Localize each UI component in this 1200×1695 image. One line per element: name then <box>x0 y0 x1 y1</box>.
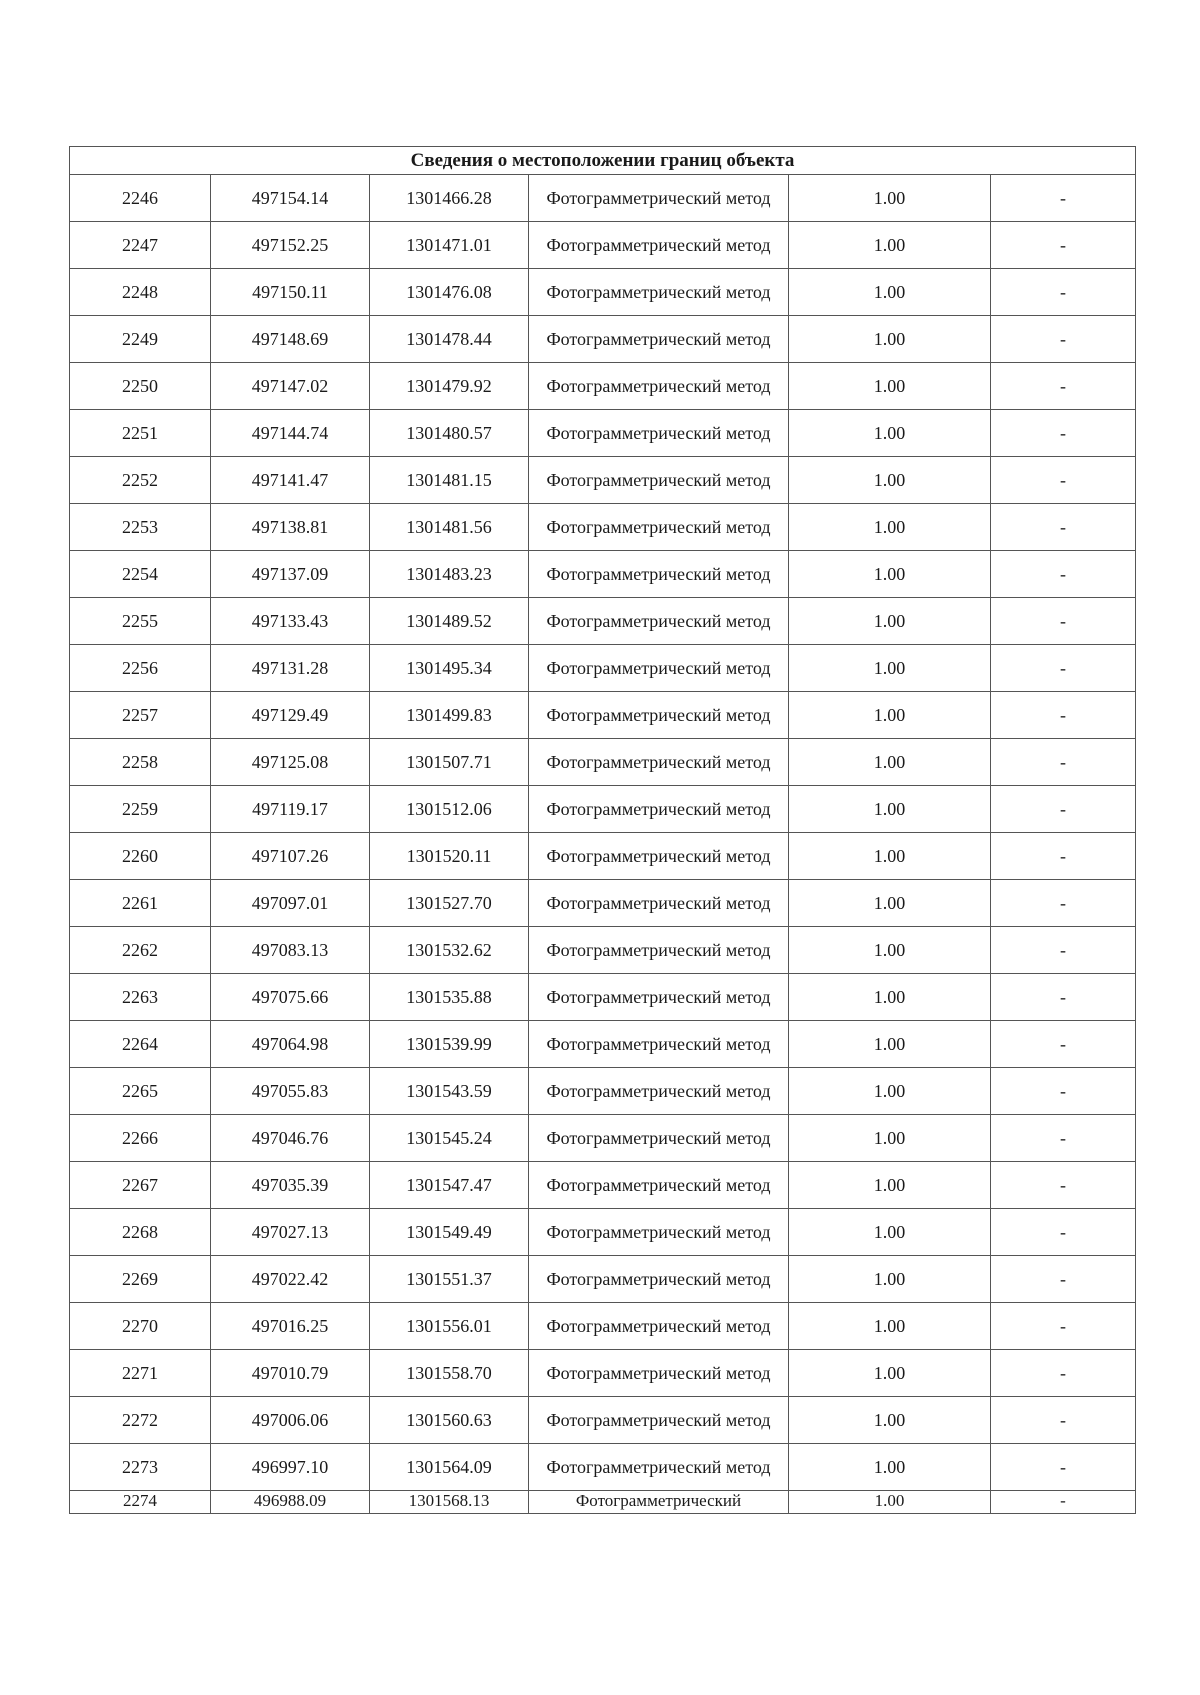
coordinate-y-cell: 1301556.01 <box>370 1303 529 1350</box>
table-row <box>70 551 1136 598</box>
method-cell: Фотограмметрический метод <box>529 1209 789 1256</box>
coordinate-x-cell: 497137.09 <box>211 551 370 598</box>
accuracy-cell: 1.00 <box>789 1350 991 1397</box>
note-cell: - <box>991 1444 1136 1491</box>
point-number-cell: 2248 <box>70 269 211 316</box>
accuracy-cell: 1.00 <box>789 1256 991 1303</box>
note-cell: - <box>991 316 1136 363</box>
point-number-cell: 2270 <box>70 1303 211 1350</box>
method-cell: Фотограмметрический метод <box>529 457 789 504</box>
table-row <box>70 222 1136 269</box>
note-cell: - <box>991 1209 1136 1256</box>
note-cell: - <box>991 786 1136 833</box>
method-cell: Фотограмметрический метод <box>529 175 789 222</box>
accuracy-cell: 1.00 <box>789 410 991 457</box>
method-cell: Фотограмметрический метод <box>529 927 789 974</box>
coordinate-x-cell: 496997.10 <box>211 1444 370 1491</box>
coordinate-x-cell: 497027.13 <box>211 1209 370 1256</box>
accuracy-cell: 1.00 <box>789 786 991 833</box>
method-cell: Фотограмметрический метод <box>529 645 789 692</box>
coordinate-x-cell: 497144.74 <box>211 410 370 457</box>
note-cell: - <box>991 1068 1136 1115</box>
accuracy-cell: 1.00 <box>789 880 991 927</box>
table-row <box>70 1350 1136 1397</box>
coordinate-y-cell: 1301549.49 <box>370 1209 529 1256</box>
table-row <box>70 316 1136 363</box>
coordinate-x-cell: 497141.47 <box>211 457 370 504</box>
method-cell: Фотограмметрический метод <box>529 739 789 786</box>
accuracy-cell: 1.00 <box>789 551 991 598</box>
accuracy-cell: 1.00 <box>789 1068 991 1115</box>
note-cell: - <box>991 457 1136 504</box>
coordinate-x-cell: 497119.17 <box>211 786 370 833</box>
coordinate-x-cell: 497075.66 <box>211 974 370 1021</box>
coordinate-y-cell: 1301547.47 <box>370 1162 529 1209</box>
note-cell: - <box>991 927 1136 974</box>
accuracy-cell: 1.00 <box>789 927 991 974</box>
accuracy-cell: 1.00 <box>789 1303 991 1350</box>
coordinate-y-cell: 1301545.24 <box>370 1115 529 1162</box>
method-cell: Фотограмметрический метод <box>529 1068 789 1115</box>
coordinate-y-cell: 1301479.92 <box>370 363 529 410</box>
method-cell: Фотограмметрический метод <box>529 1021 789 1068</box>
table-row <box>70 457 1136 504</box>
note-cell: - <box>991 645 1136 692</box>
table-row <box>70 645 1136 692</box>
boundary-coordinates-table <box>69 146 1136 1514</box>
method-cell: Фотограмметрический метод <box>529 974 789 1021</box>
note-cell: - <box>991 1303 1136 1350</box>
coordinate-y-cell: 1301478.44 <box>370 316 529 363</box>
coordinate-x-cell: 497006.06 <box>211 1397 370 1444</box>
accuracy-cell: 1.00 <box>789 1491 991 1514</box>
method-cell: Фотограмметрический метод <box>529 1397 789 1444</box>
table-title-row <box>70 147 1136 175</box>
coordinate-y-cell: 1301471.01 <box>370 222 529 269</box>
coordinate-y-cell: 1301564.09 <box>370 1444 529 1491</box>
point-number-cell: 2263 <box>70 974 211 1021</box>
coordinate-y-cell: 1301520.11 <box>370 833 529 880</box>
method-cell: Фотограмметрический метод <box>529 222 789 269</box>
coordinate-x-cell: 497010.79 <box>211 1350 370 1397</box>
table-row <box>70 1162 1136 1209</box>
coordinate-y-cell: 1301535.88 <box>370 974 529 1021</box>
method-cell: Фотограмметрический метод <box>529 1162 789 1209</box>
table-row <box>70 1209 1136 1256</box>
note-cell: - <box>991 269 1136 316</box>
method-cell: Фотограмметрический метод <box>529 1350 789 1397</box>
method-cell: Фотограмметрический метод <box>529 1444 789 1491</box>
coordinate-y-cell: 1301481.15 <box>370 457 529 504</box>
point-number-cell: 2251 <box>70 410 211 457</box>
point-number-cell: 2267 <box>70 1162 211 1209</box>
coordinate-y-cell: 1301480.57 <box>370 410 529 457</box>
method-cell: Фотограмметрический <box>529 1491 789 1514</box>
point-number-cell: 2266 <box>70 1115 211 1162</box>
accuracy-cell: 1.00 <box>789 1021 991 1068</box>
coordinate-y-cell: 1301512.06 <box>370 786 529 833</box>
point-number-cell: 2255 <box>70 598 211 645</box>
accuracy-cell: 1.00 <box>789 363 991 410</box>
note-cell: - <box>991 1162 1136 1209</box>
note-cell: - <box>991 222 1136 269</box>
point-number-cell: 2250 <box>70 363 211 410</box>
coordinate-y-cell: 1301532.62 <box>370 927 529 974</box>
note-cell: - <box>991 551 1136 598</box>
coordinate-y-cell: 1301476.08 <box>370 269 529 316</box>
method-cell: Фотограмметрический метод <box>529 551 789 598</box>
point-number-cell: 2247 <box>70 222 211 269</box>
table-row <box>70 692 1136 739</box>
accuracy-cell: 1.00 <box>789 1209 991 1256</box>
point-number-cell: 2254 <box>70 551 211 598</box>
method-cell: Фотограмметрический метод <box>529 692 789 739</box>
coordinate-x-cell: 497131.28 <box>211 645 370 692</box>
point-number-cell: 2259 <box>70 786 211 833</box>
coordinate-y-cell: 1301543.59 <box>370 1068 529 1115</box>
table-row <box>70 1303 1136 1350</box>
table-row <box>70 1397 1136 1444</box>
accuracy-cell: 1.00 <box>789 1162 991 1209</box>
coordinate-y-cell: 1301495.34 <box>370 645 529 692</box>
note-cell: - <box>991 1256 1136 1303</box>
point-number-cell: 2274 <box>70 1491 211 1514</box>
coordinate-x-cell: 497016.25 <box>211 1303 370 1350</box>
table-row <box>70 974 1136 1021</box>
table-row <box>70 1068 1136 1115</box>
table-row <box>70 598 1136 645</box>
note-cell: - <box>991 880 1136 927</box>
table-row <box>70 410 1136 457</box>
point-number-cell: 2271 <box>70 1350 211 1397</box>
accuracy-cell: 1.00 <box>789 974 991 1021</box>
coordinate-x-cell: 497150.11 <box>211 269 370 316</box>
accuracy-cell: 1.00 <box>789 457 991 504</box>
coordinate-x-cell: 497064.98 <box>211 1021 370 1068</box>
table-row <box>70 833 1136 880</box>
point-number-cell: 2261 <box>70 880 211 927</box>
accuracy-cell: 1.00 <box>789 645 991 692</box>
table-row <box>70 1444 1136 1491</box>
accuracy-cell: 1.00 <box>789 222 991 269</box>
point-number-cell: 2260 <box>70 833 211 880</box>
coordinate-x-cell: 496988.09 <box>211 1491 370 1514</box>
point-number-cell: 2269 <box>70 1256 211 1303</box>
coordinate-x-cell: 497138.81 <box>211 504 370 551</box>
note-cell: - <box>991 1021 1136 1068</box>
table-row <box>70 739 1136 786</box>
coordinate-x-cell: 497125.08 <box>211 739 370 786</box>
point-number-cell: 2262 <box>70 927 211 974</box>
coordinate-y-cell: 1301489.52 <box>370 598 529 645</box>
note-cell: - <box>991 1491 1136 1514</box>
table-row <box>70 269 1136 316</box>
method-cell: Фотограмметрический метод <box>529 504 789 551</box>
coordinate-x-cell: 497154.14 <box>211 175 370 222</box>
coordinate-y-cell: 1301483.23 <box>370 551 529 598</box>
coordinate-x-cell: 497129.49 <box>211 692 370 739</box>
table-row <box>70 880 1136 927</box>
table-row <box>70 363 1136 410</box>
point-number-cell: 2268 <box>70 1209 211 1256</box>
accuracy-cell: 1.00 <box>789 692 991 739</box>
point-number-cell: 2257 <box>70 692 211 739</box>
coordinate-y-cell: 1301568.13 <box>370 1491 529 1514</box>
accuracy-cell: 1.00 <box>789 598 991 645</box>
coordinate-x-cell: 497022.42 <box>211 1256 370 1303</box>
coordinate-y-cell: 1301539.99 <box>370 1021 529 1068</box>
note-cell: - <box>991 739 1136 786</box>
point-number-cell: 2272 <box>70 1397 211 1444</box>
accuracy-cell: 1.00 <box>789 175 991 222</box>
point-number-cell: 2264 <box>70 1021 211 1068</box>
accuracy-cell: 1.00 <box>789 739 991 786</box>
coordinate-x-cell: 497148.69 <box>211 316 370 363</box>
table-row <box>70 927 1136 974</box>
table-title: Сведения о местоположении границ объекта <box>70 147 1136 175</box>
coordinate-y-cell: 1301466.28 <box>370 175 529 222</box>
accuracy-cell: 1.00 <box>789 1115 991 1162</box>
coordinate-x-cell: 497097.01 <box>211 880 370 927</box>
method-cell: Фотограмметрический метод <box>529 316 789 363</box>
accuracy-cell: 1.00 <box>789 1397 991 1444</box>
method-cell: Фотограмметрический метод <box>529 1256 789 1303</box>
note-cell: - <box>991 833 1136 880</box>
method-cell: Фотограмметрический метод <box>529 786 789 833</box>
coordinate-x-cell: 497147.02 <box>211 363 370 410</box>
method-cell: Фотограмметрический метод <box>529 410 789 457</box>
coordinate-x-cell: 497152.25 <box>211 222 370 269</box>
point-number-cell: 2273 <box>70 1444 211 1491</box>
method-cell: Фотограмметрический метод <box>529 269 789 316</box>
coordinate-x-cell: 497133.43 <box>211 598 370 645</box>
coordinate-x-cell: 497055.83 <box>211 1068 370 1115</box>
point-number-cell: 2246 <box>70 175 211 222</box>
table-body <box>70 175 1136 1514</box>
note-cell: - <box>991 1397 1136 1444</box>
table-row <box>70 786 1136 833</box>
point-number-cell: 2265 <box>70 1068 211 1115</box>
coordinate-x-cell: 497107.26 <box>211 833 370 880</box>
table-row <box>70 1115 1136 1162</box>
note-cell: - <box>991 598 1136 645</box>
table-row <box>70 1021 1136 1068</box>
note-cell: - <box>991 1115 1136 1162</box>
coordinate-y-cell: 1301481.56 <box>370 504 529 551</box>
note-cell: - <box>991 410 1136 457</box>
coordinate-y-cell: 1301527.70 <box>370 880 529 927</box>
accuracy-cell: 1.00 <box>789 1444 991 1491</box>
point-number-cell: 2253 <box>70 504 211 551</box>
coordinate-y-cell: 1301560.63 <box>370 1397 529 1444</box>
method-cell: Фотограмметрический метод <box>529 1303 789 1350</box>
point-number-cell: 2256 <box>70 645 211 692</box>
coordinate-x-cell: 497083.13 <box>211 927 370 974</box>
accuracy-cell: 1.00 <box>789 269 991 316</box>
accuracy-cell: 1.00 <box>789 504 991 551</box>
note-cell: - <box>991 1350 1136 1397</box>
coordinate-y-cell: 1301499.83 <box>370 692 529 739</box>
note-cell: - <box>991 692 1136 739</box>
note-cell: - <box>991 504 1136 551</box>
table-row <box>70 1256 1136 1303</box>
method-cell: Фотограмметрический метод <box>529 363 789 410</box>
table-row <box>70 1491 1136 1514</box>
accuracy-cell: 1.00 <box>789 316 991 363</box>
accuracy-cell: 1.00 <box>789 833 991 880</box>
note-cell: - <box>991 363 1136 410</box>
method-cell: Фотограмметрический метод <box>529 880 789 927</box>
table-row <box>70 504 1136 551</box>
point-number-cell: 2252 <box>70 457 211 504</box>
coordinate-y-cell: 1301507.71 <box>370 739 529 786</box>
coordinate-y-cell: 1301551.37 <box>370 1256 529 1303</box>
point-number-cell: 2258 <box>70 739 211 786</box>
note-cell: - <box>991 974 1136 1021</box>
table-row <box>70 175 1136 222</box>
method-cell: Фотограмметрический метод <box>529 833 789 880</box>
method-cell: Фотограмметрический метод <box>529 598 789 645</box>
note-cell: - <box>991 175 1136 222</box>
coordinate-x-cell: 497035.39 <box>211 1162 370 1209</box>
method-cell: Фотограмметрический метод <box>529 1115 789 1162</box>
coordinate-x-cell: 497046.76 <box>211 1115 370 1162</box>
coordinate-y-cell: 1301558.70 <box>370 1350 529 1397</box>
point-number-cell: 2249 <box>70 316 211 363</box>
